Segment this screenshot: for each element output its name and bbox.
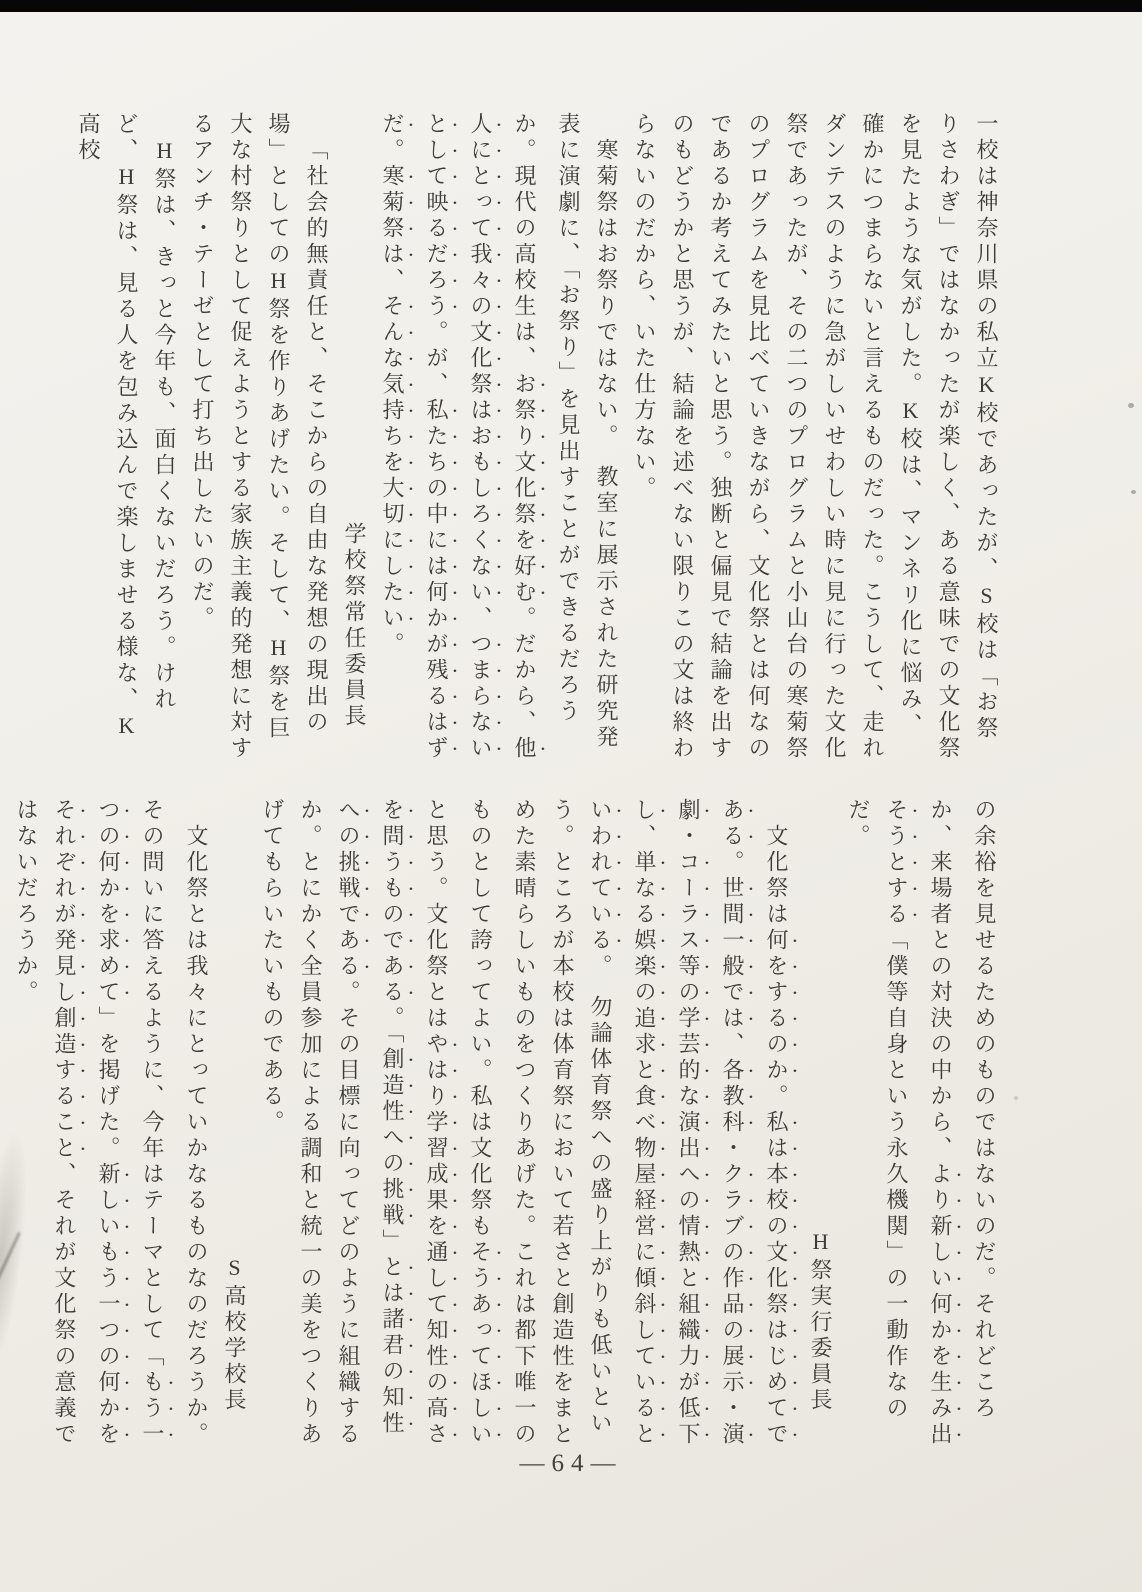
emphasized-text-run: 寒菊祭は、そんな気持ちを大切にしたい (380, 164, 405, 632)
text-run: 。 勿論体育祭への盛り上がりも低いという。ところが本校は体育祭において若さと創造性をまとめた素晴らしいものをつくりあげた。これは都下唯一のものとして誇ってよい。私は文化祭も (468, 798, 613, 1448)
emphasized-text-run: 世間一般では、各教科・クラブの作品の展示・演劇・コーラス等の学芸的な演出への情熱と組織力が低下し、単なる娯楽の追求と食べ物屋経営に傾斜しているといわれている (588, 798, 745, 1448)
signature: S高校学校長 (222, 1255, 247, 1414)
signature: H祭実行委員長 (808, 1229, 833, 1414)
text-run: 。だから、 (512, 606, 537, 736)
text-run: 「社会的無責任と、そこからの自由な発想の現出の場」としてのH祭を作りあげたい。そして、H祭を巨大な村祭りとして促えようとする家族主義的発想に対するアンチ・テーゼとして打ち出したいのだ。 (190, 112, 329, 762)
text-run: 。 (720, 850, 745, 876)
paragraph (69, 112, 183, 764)
signature: 学校祭常任委員長 (342, 522, 367, 730)
paragraph (625, 112, 1005, 764)
emphasized-text-run: 他人にとって我々の文化祭はおもしろくない、つまらないとして映るだろう (424, 112, 537, 762)
paragraph (373, 112, 625, 764)
article-band-upper (69, 112, 1005, 764)
scan-top-edge-artifact (0, 0, 1142, 12)
text-run: 文化祭は (764, 824, 789, 928)
text-run: H祭は、きっと今年も、面白くないだろう。けれど、H祭は、見る人を包み込んで楽しませる様な、K高校 (76, 112, 177, 742)
paragraph (253, 798, 801, 1448)
text-run: と思う。文化祭とは (424, 798, 449, 1032)
emphasized-text-run: 新しいもう一つの何かをそれぞれが発見し創造すること (52, 798, 121, 1448)
paragraph (839, 798, 1003, 1448)
page-number: —64— (519, 1450, 623, 1477)
text-run: 。が、 (424, 320, 449, 398)
paragraph (183, 112, 335, 764)
emphasized-text-run: お祭り文化祭を好む (512, 372, 537, 606)
text-run: 一校は神奈川県の私立K校であったが、S校は「お祭りさわぎ」ではなかったが楽しく、ある意味での文化祭を見たような気がした。K校は、マンネリ化に悩み、確かにつまらないと言えるものだった。こうして、走れダンテスのように急がしいせわしい時に見に行った文化祭であったが、その二つのプログラムと小山台の寒菊祭のプログラムを見比べていきながら、文化祭とは何なのであるか考えてみたいと思う。独断と偏見で結論を出すのもどうかと思うが、結論を述べない限りこの文は終わらないのだから、いた仕方ない。 (632, 112, 999, 762)
article-band-lower (7, 798, 1003, 1448)
emphasized-text-run: 私たちの中には何かが残るはずだ (380, 112, 449, 762)
text-run: の余裕を見せるためのものではないのだ。それどころか、来場者との対決の中から、 (928, 798, 997, 1422)
text-run: 」を掲げた。 (96, 1006, 121, 1162)
emphasized-text-run: もう一つの何かを求めて (96, 798, 165, 1448)
paper-speck (1131, 490, 1136, 494)
text-run: 「僕等自身という永久機関」の一動作なのだ。 (846, 798, 909, 1422)
paragraph (7, 798, 215, 1448)
emphasized-text-run: そうあってほしい (468, 1240, 493, 1448)
text-run: 。 (764, 1084, 789, 1110)
emphasized-text-run: より新しい何かを生み出そうとする (884, 798, 953, 1448)
paper-speck (1128, 403, 1134, 408)
emphasized-text-run: やはり学習成果を通して知性の高さを問うものである (380, 798, 449, 1448)
text-run: 。 (380, 138, 405, 164)
text-run: 。その目標に向ってどのように組織するか。とにかく全員参加による調和と統一の美をつくりあげてもらいたいものである。 (260, 798, 361, 1448)
paper-speck (1014, 1096, 1018, 1100)
text-run: 文化祭とは我々にとっていかなるものなのだろうか。その問いに答えるように、今年はテーマとして「 (140, 798, 209, 1448)
emphasized-text-run: 「創造性への挑戦」とは諸君の知性への挑戦である (336, 798, 405, 1437)
text-run: 、それが文化祭の意義ではないだろうか。 (14, 798, 77, 1448)
text-run: 。 (380, 632, 405, 658)
text-run: 寒菊祭はお祭りではない。 教室に展示された研究発表に演劇に、「お祭り」を見出すことができるだろうか。現代の高校生は、 (512, 112, 619, 751)
emphasized-text-run: 私は本校の文化祭はじめてである (720, 798, 789, 1448)
emphasized-text-run: 何をするのか (764, 928, 789, 1084)
text-run: 。 (380, 1006, 405, 1032)
